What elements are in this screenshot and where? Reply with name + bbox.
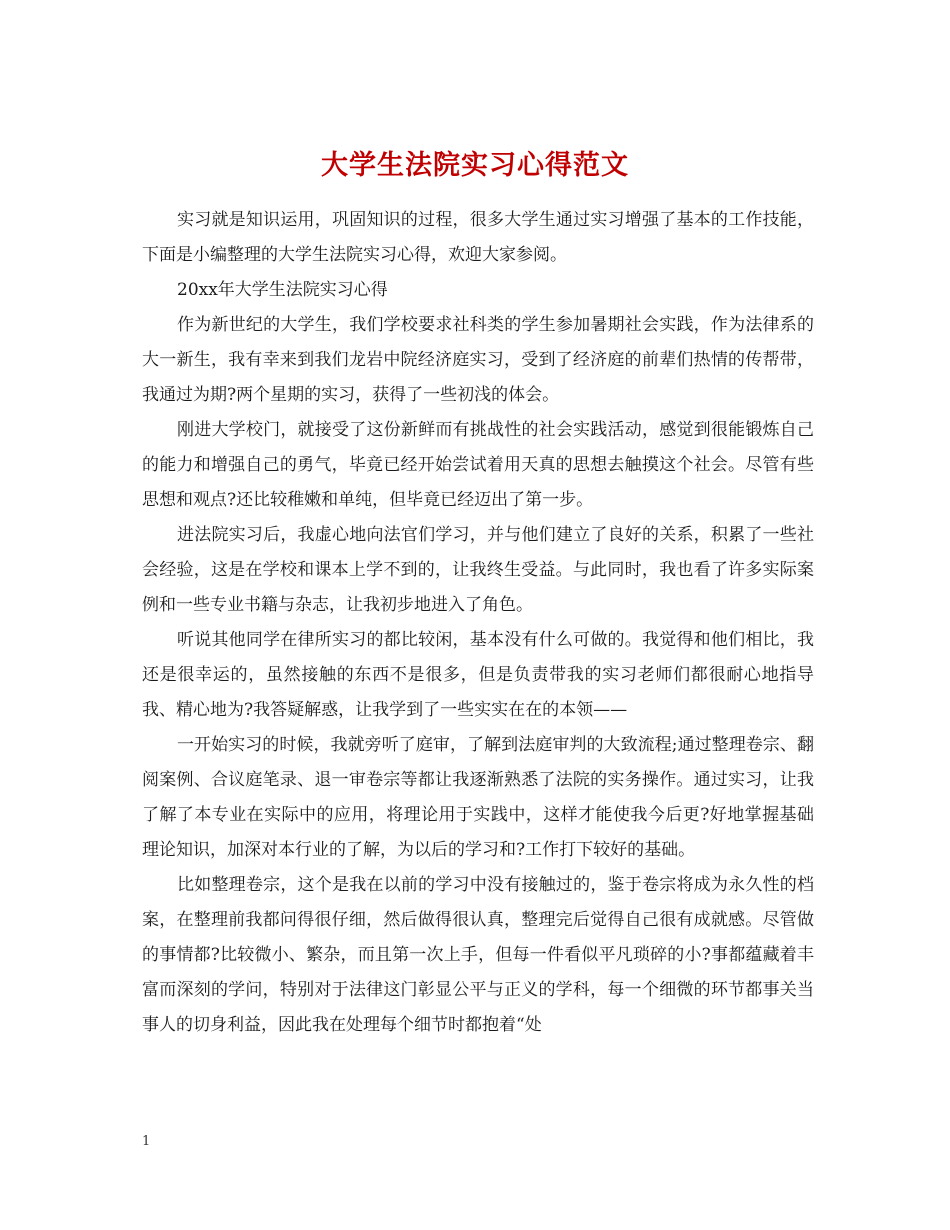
paragraph-intro: 实习就是知识运用，巩固知识的过程，很多大学生通过实习增强了基本的工作技能，下面是小编整理的大学生法院实习心得，欢迎大家参阅。 — [142, 210, 814, 265]
paragraph-1: 作为新世纪的大学生，我们学校要求社科类的学生参加暑期社会实践，作为法律系的大一新生，我有幸来到我们龙岩中院经济庭实习，受到了经济庭的前辈们热情的传帮带，我通过为期?两个星期的实习，获得了一些初浅的体会。 — [142, 315, 814, 405]
paragraph-6: 比如整理卷宗，这个是我在以前的学习中没有接触过的，鉴于卷宗将成为永久性的档案，在整理前我都问得很仔细，然后做得很认真，整理完后觉得自己很有成就感。尽管做的事情都?比较微小、繁杂，而且第一次上手，但每一件看似平凡琐碎的小?事都蕴藏着丰富而深刻的学问，特别对于法律这门彰显公平与正义的学科，每一个细微的环节都事关当事人的切身利益，因此我在处理每个细节时都抱着“处 — [142, 875, 814, 1035]
paragraph-4: 听说其他同学在律所实习的都比较闲，基本没有什么可做的。我觉得和他们相比，我还是很幸运的，虽然接触的东西不是很多，但是负责带我的实习老师们都很耐心地指导我、精心地为?我答疑解惑，让我学到了一些实实在在的本领—— — [142, 630, 814, 720]
paragraph-5: 一开始实习的时候，我就旁听了庭审，了解到法庭审判的大致流程;通过整理卷宗、翻阅案例、合议庭笔录、退一审卷宗等都让我逐渐熟悉了法院的实务操作。通过实习，让我了解了本专业在实际中的应用，将理论用于实践中，这样才能使我今后更?好地掌握基础理论知识，加深对本行业的了解，为以后的学习和?工作打下较好的基础。 — [142, 735, 814, 860]
document-body — [142, 203, 814, 1043]
paragraph-heading: 20xx年大学生法院实习心得 — [177, 280, 388, 300]
document-title: 大学生法院实习心得范文 — [321, 150, 629, 182]
paragraph-2: 刚进大学校门，就接受了这份新鲜而有挑战性的社会实践活动，感觉到很能锻炼自己的能力和增强自己的勇气，毕竟已经开始尝试着用天真的思想去触摸这个社会。尽管有些思想和观点?还比较稚嫩和单纯，但毕竟已经迈出了第一步。 — [142, 420, 814, 510]
page-number: 1 — [142, 1134, 151, 1149]
paragraph-3: 进法院实习后，我虚心地向法官们学习，并与他们建立了良好的关系，积累了一些社会经验，这是在学校和课本上学不到的，让我终生受益。与此同时，我也看了许多实际案例和一些专业书籍与杂志，让我初步地进入了角色。 — [142, 525, 814, 615]
